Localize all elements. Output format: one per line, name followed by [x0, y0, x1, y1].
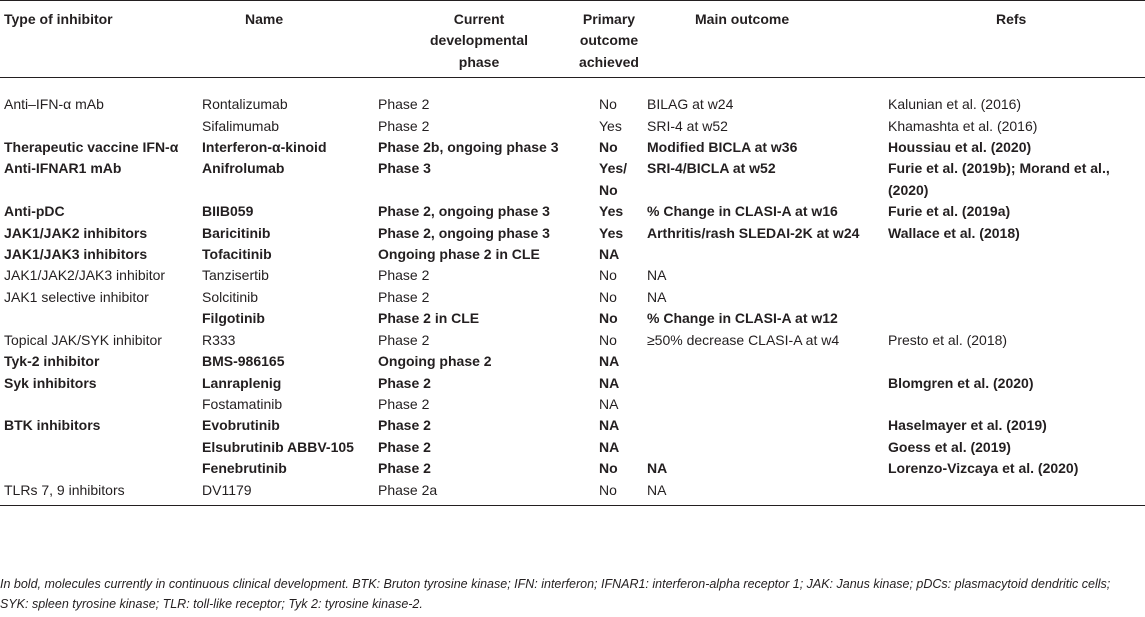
cell-refs: Furie et al. (2019a) [888, 203, 1011, 220]
table-row [0, 330, 1145, 351]
cell-name: Baricitinib [202, 224, 271, 241]
cell-primary-outcome: NA [599, 246, 620, 263]
cell-phase: Ongoing phase 2 in CLE [378, 246, 540, 263]
cell-main-outcome: ≥50% decrease CLASI-A at w4 [647, 331, 840, 348]
cell-primary-outcome: No [599, 96, 617, 113]
cell-primary-outcome: No [599, 267, 617, 284]
cell-phase: Phase 2 [378, 267, 430, 284]
table-header [0, 1, 1145, 78]
cell-name: Elsubrutinib ABBV-105 [202, 438, 354, 455]
cell-main-outcome: NA [647, 460, 668, 477]
cell-type [0, 116, 198, 137]
cell-phase: Phase 2 [378, 460, 431, 477]
header-outcome: Main outcome [645, 1, 886, 78]
cell-main-outcome: SRI-4/BICLA at w52 [647, 160, 776, 177]
cell-refs: Goess et al. (2019) [888, 438, 1011, 455]
cell-refs [886, 351, 1145, 372]
cell-type: JAK1/JAK2/JAK3 inhibitor [4, 267, 166, 284]
header-phase: Current developmental phase [375, 1, 573, 78]
cell-name: DV1179 [198, 480, 375, 506]
cell-refs [886, 308, 1145, 329]
cell-main-outcome: Arthritis/rash SLEDAI-2K at w24 [647, 224, 860, 241]
cell-refs: Khamashta et al. (2016) [888, 117, 1038, 134]
cell-phase: Phase 2, ongoing phase 3 [378, 224, 550, 241]
table-row [0, 265, 1145, 286]
table-row [0, 78, 1145, 116]
cell-phase: Phase 2 [378, 117, 430, 134]
cell-main-outcome: % Change in CLASI-A at w12 [647, 310, 838, 327]
table-body [0, 78, 1145, 506]
table-row [0, 458, 1145, 479]
cell-phase: Phase 2 [378, 417, 431, 434]
cell-phase: Phase 2 [378, 395, 430, 412]
cell-name: Rontalizumab [202, 96, 288, 113]
cell-phase: Phase 3 [378, 160, 431, 177]
table-row [0, 480, 1145, 506]
table-row [0, 394, 1145, 415]
cell-refs: Blomgren et al. (2020) [888, 374, 1034, 391]
cell-refs: Wallace et al. (2018) [888, 224, 1020, 241]
cell-phase: Phase 2 [378, 288, 430, 305]
cell-phase: Phase 2a [375, 480, 573, 506]
cell-main-outcome: % Change in CLASI-A at w16 [647, 203, 838, 220]
cell-type [0, 308, 198, 329]
cell-type: JAK1/JAK2 inhibitors [4, 224, 148, 241]
cell-type [0, 458, 198, 479]
cell-primary-outcome: NA [599, 395, 619, 412]
cell-primary-outcome: Yes [599, 203, 624, 220]
cell-phase: Phase 2 [378, 438, 431, 455]
cell-refs: Furie et al. (2019b); Morand et al., (2020) [888, 160, 1110, 198]
cell-type: BTK inhibitors [4, 417, 101, 434]
table-row [0, 308, 1145, 329]
cell-name: R333 [202, 331, 236, 348]
cell-refs [886, 394, 1145, 415]
cell-main-outcome [645, 415, 886, 436]
cell-primary-outcome: NA [599, 417, 620, 434]
header-type: Type of inhibitor [0, 1, 198, 78]
cell-main-outcome: NA [647, 267, 667, 284]
cell-primary-outcome: No [599, 331, 617, 348]
cell-primary-outcome: No [573, 480, 645, 506]
cell-phase: Phase 2, ongoing phase 3 [378, 203, 550, 220]
cell-main-outcome [645, 351, 886, 372]
cell-main-outcome [645, 437, 886, 458]
table-row [0, 116, 1145, 137]
cell-name: Solcitinib [202, 288, 259, 305]
table-row [0, 201, 1145, 222]
cell-type: JAK1/JAK3 inhibitors [4, 246, 148, 263]
cell-name: Anifrolumab [202, 160, 285, 177]
cell-main-outcome: BILAG at w24 [647, 96, 734, 113]
table-row [0, 137, 1145, 158]
cell-type: JAK1 selective inhibitor [4, 288, 149, 305]
cell-type [0, 437, 198, 458]
cell-refs [886, 244, 1145, 265]
table-row [0, 158, 1145, 201]
table-row [0, 415, 1145, 436]
cell-name: Tanzisertib [202, 267, 269, 284]
cell-name: Sifalimumab [202, 117, 280, 134]
cell-primary-outcome: Yes [599, 224, 624, 241]
cell-primary-outcome: No [599, 288, 617, 305]
cell-main-outcome: NA [645, 480, 886, 506]
cell-name: BIIB059 [202, 203, 254, 220]
cell-type: Tyk-2 inhibitor [4, 353, 100, 370]
cell-phase: Phase 2 [378, 96, 430, 113]
cell-name: Interferon-α-kinoid [202, 139, 327, 156]
table-footnote: In bold, molecules currently in continuous clinical development. BTK: Bruton tyrosine kinase; IFN: interferon; IFNAR1: interferon-alpha receptor 1; JAK: Janus kinase; pDCs: plasmacytoid dendritic cells; SYK: spleen tyrosine kinase; TLR: toll-like receptor; Tyk 2: tyrosine kinase-2. [0, 577, 1111, 611]
cell-main-outcome: NA [647, 288, 667, 305]
cell-name: Tofacitinib [202, 246, 272, 263]
cell-primary-outcome: NA [599, 353, 620, 370]
cell-main-outcome [645, 394, 886, 415]
cell-type: Anti-IFNAR1 mAb [4, 160, 122, 177]
cell-refs: Lorenzo-Vizcaya et al. (2020) [888, 460, 1079, 477]
cell-type: Syk inhibitors [4, 374, 97, 391]
cell-type: Anti–IFN-α mAb [4, 96, 104, 113]
cell-primary-outcome: No [599, 460, 618, 477]
cell-primary-outcome: No [599, 310, 618, 327]
cell-main-outcome: Modified BICLA at w36 [647, 139, 798, 156]
cell-name: Fostamatinib [202, 395, 283, 412]
cell-name: Lanraplenig [202, 374, 282, 391]
cell-type: TLRs 7, 9 inhibitors [0, 480, 198, 506]
cell-main-outcome [645, 244, 886, 265]
cell-name: Evobrutinib [202, 417, 280, 434]
cell-phase: Phase 2b, ongoing phase 3 [378, 139, 559, 156]
cell-name: BMS-986165 [202, 353, 285, 370]
cell-refs [886, 480, 1145, 506]
cell-refs: Presto et al. (2018) [888, 331, 1008, 348]
table-row [0, 244, 1145, 265]
cell-phase: Phase 2 [378, 374, 431, 391]
cell-refs: Haselmayer et al. (2019) [888, 417, 1047, 434]
table-row [0, 437, 1145, 458]
cell-name: Filgotinib [202, 310, 265, 327]
cell-primary-outcome: Yes [599, 117, 622, 134]
cell-type: Anti-pDC [4, 203, 65, 220]
cell-primary-outcome: NA [599, 374, 620, 391]
table-row [0, 373, 1145, 394]
header-name: Name [198, 1, 375, 78]
header-primary: Primary outcome achieved [573, 1, 645, 78]
cell-primary-outcome: NA [599, 438, 620, 455]
cell-type: Topical JAK/SYK inhibitor [4, 331, 162, 348]
cell-type: Therapeutic vaccine IFN-α [4, 139, 179, 156]
cell-phase: Phase 2 [378, 331, 430, 348]
cell-refs: Kalunian et al. (2016) [888, 96, 1022, 113]
cell-refs [886, 265, 1145, 286]
table-row [0, 351, 1145, 372]
cell-name: Fenebrutinib [202, 460, 287, 477]
header-refs: Refs [886, 1, 1145, 78]
cell-type [0, 394, 198, 415]
cell-phase: Ongoing phase 2 [378, 353, 492, 370]
cell-phase: Phase 2 in CLE [378, 310, 480, 327]
cell-primary-outcome: Yes/ No [599, 160, 628, 198]
cell-refs: Houssiau et al. (2020) [888, 139, 1032, 156]
cell-main-outcome: SRI-4 at w52 [647, 117, 728, 134]
cell-primary-outcome: No [599, 139, 618, 156]
table-row [0, 287, 1145, 308]
cell-refs [886, 287, 1145, 308]
cell-main-outcome [645, 373, 886, 394]
table-row [0, 223, 1145, 244]
